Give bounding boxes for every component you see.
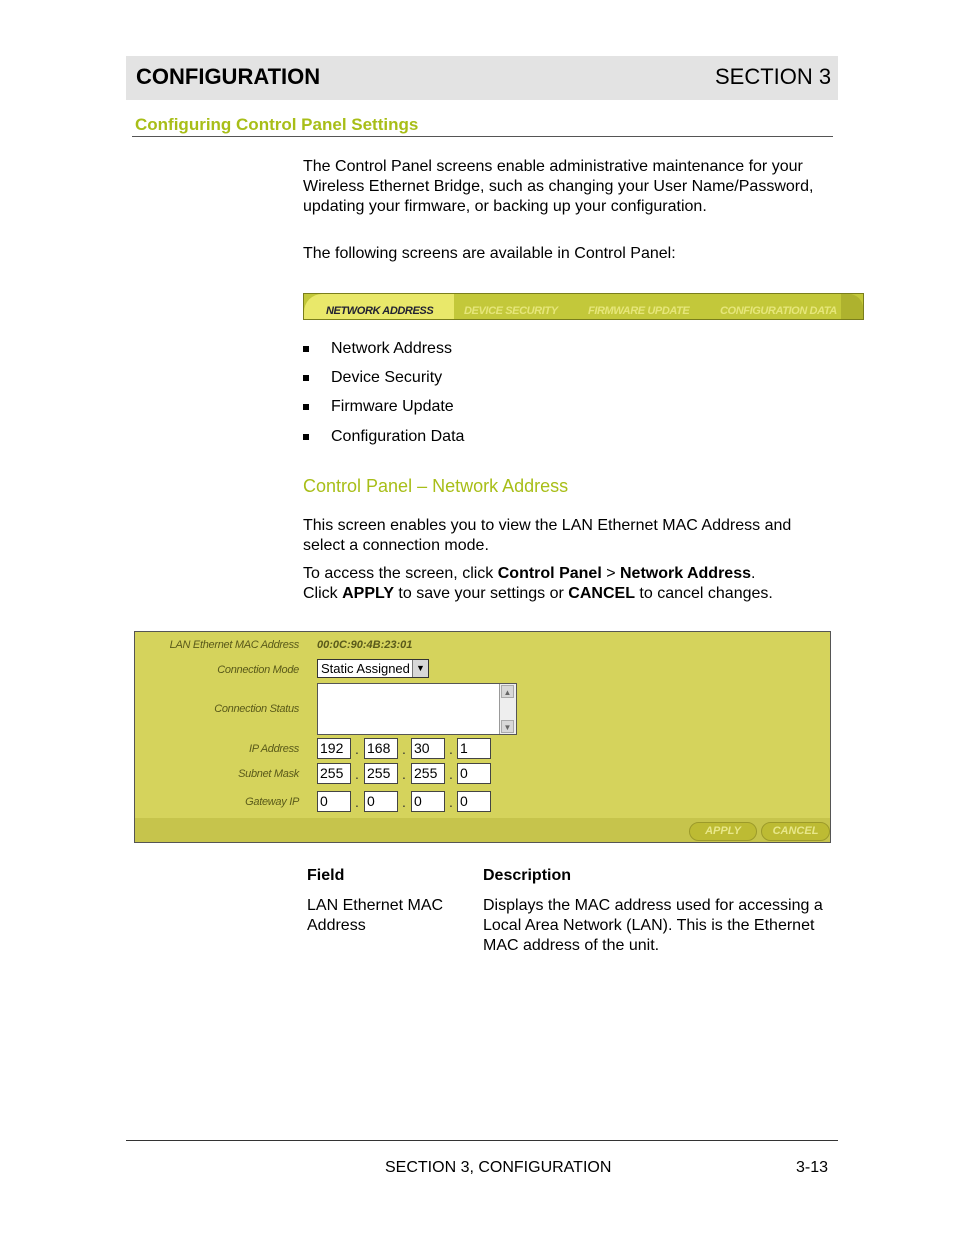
available-paragraph: The following screens are available in Control Panel: [303, 245, 676, 262]
ip-octet-3-input[interactable]: 30 [411, 738, 445, 759]
octet-dot: . [402, 794, 406, 810]
tab-device-security[interactable]: DEVICE SECURITY [464, 305, 558, 317]
network-address-form [134, 631, 831, 843]
bullet-icon [303, 375, 309, 381]
list-item-label: Device Security [331, 369, 443, 386]
subnet-octet-3-input[interactable]: 255 [411, 763, 445, 784]
screen-description: This screen enables you to view the LAN Ethernet MAC Address and select a connection mode. [303, 517, 792, 554]
octet-dot: . [449, 794, 453, 810]
cancel-button[interactable]: CANCEL [761, 822, 830, 841]
mac-address-value: 00:0C:90:4B:23:01 [317, 639, 413, 651]
connection-mode-select[interactable] [317, 659, 429, 678]
subsection-heading: Control Panel – Network Address [303, 476, 569, 496]
table-cell-field: LAN Ethernet MAC Address [307, 897, 444, 934]
ip-octet-2-input[interactable]: 168 [364, 738, 398, 759]
chevron-down-icon[interactable]: ▼ [412, 660, 428, 677]
scroll-up-icon[interactable]: ▲ [501, 685, 514, 698]
ip-address-label: IP Address [249, 743, 299, 755]
connection-status-label: Connection Status [214, 703, 299, 715]
connection-status-textarea[interactable] [317, 683, 517, 735]
ip-octet-1-input[interactable]: 192 [317, 738, 351, 759]
bullet-icon [303, 346, 309, 352]
control-panel-tab-bar [303, 293, 864, 320]
bullet-icon [303, 434, 309, 440]
apply-button[interactable]: APPLY [689, 822, 757, 841]
octet-dot: . [449, 766, 453, 782]
ip-octet-4-input[interactable]: 1 [457, 738, 491, 759]
octet-dot: . [355, 766, 359, 782]
octet-dot: . [355, 794, 359, 810]
gateway-octet-1-input[interactable]: 0 [317, 791, 351, 812]
gateway-octet-3-input[interactable]: 0 [411, 791, 445, 812]
table-header-field: Field [307, 867, 345, 884]
section-rule [132, 136, 833, 137]
octet-dot: . [402, 741, 406, 757]
header-section: SECTION 3 [715, 64, 832, 89]
connection-mode-value: Static Assigned [321, 661, 410, 676]
gateway-octet-2-input[interactable]: 0 [364, 791, 398, 812]
subnet-octet-1-input[interactable]: 255 [317, 763, 351, 784]
connection-mode-label: Connection Mode [217, 664, 299, 676]
list-item-label: Configuration Data [331, 428, 465, 445]
list-item-label: Network Address [331, 340, 452, 357]
scroll-down-icon[interactable]: ▼ [501, 720, 514, 733]
table-cell-description: Displays the MAC address used for accessing a Local Area Network (LAN). This is the Ethernet MAC address of the unit. [483, 897, 823, 954]
form-footer-bar [135, 818, 830, 842]
gateway-octet-4-input[interactable]: 0 [457, 791, 491, 812]
gateway-ip-label: Gateway IP [245, 796, 299, 808]
subnet-octet-2-input[interactable]: 255 [364, 763, 398, 784]
page-number: 3-13 [796, 1159, 829, 1176]
footer-section-label: SECTION 3, CONFIGURATION [385, 1159, 612, 1176]
tab-network-address[interactable]: NETWORK ADDRESS [326, 305, 434, 317]
footer-rule [126, 1140, 838, 1141]
access-instructions: To access the screen, click Control Panel > Network Address. Click APPLY to save your settings or CANCEL to cancel changes. [303, 565, 773, 602]
tab-firmware-update[interactable]: FIRMWARE UPDATE [588, 305, 690, 317]
tab-configuration-data[interactable]: CONFIGURATION DATA [720, 305, 837, 317]
octet-dot: . [402, 766, 406, 782]
subnet-octet-4-input[interactable]: 0 [457, 763, 491, 784]
octet-dot: . [355, 741, 359, 757]
octet-dot: . [449, 741, 453, 757]
list-item-label: Firmware Update [331, 398, 454, 415]
intro-paragraph: The Control Panel screens enable administrative maintenance for your Wireless Ethernet Bridge, such as changing your User Name/Password, updating your firmware, or backing up your configuration. [303, 158, 814, 215]
mac-address-label: LAN Ethernet MAC Address [169, 639, 299, 651]
header-title: CONFIGURATION [136, 64, 321, 89]
tab-bar-cap [841, 294, 863, 320]
subnet-mask-label: Subnet Mask [238, 768, 299, 780]
table-header-description: Description [483, 867, 572, 884]
scrollbar[interactable] [499, 684, 516, 734]
bullet-icon [303, 404, 309, 410]
section-title: Configuring Control Panel Settings [135, 115, 419, 134]
